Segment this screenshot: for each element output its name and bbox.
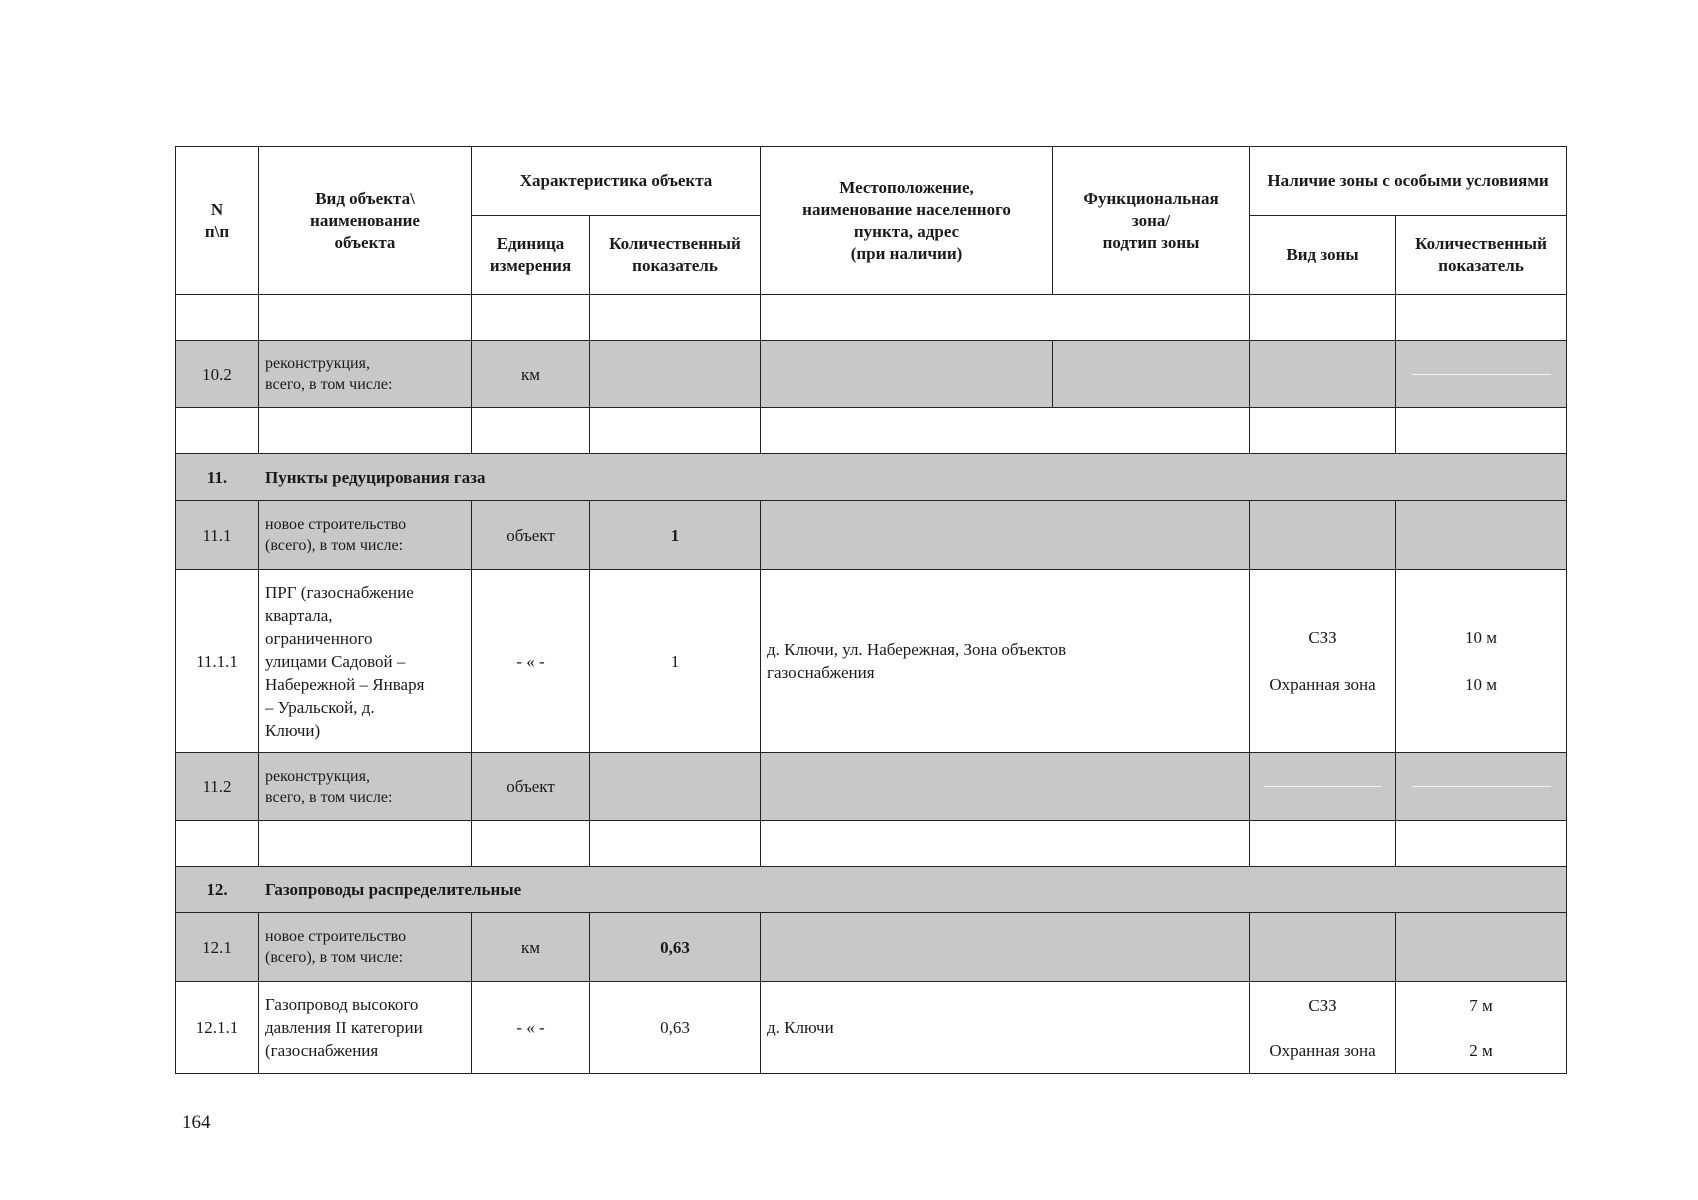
zone-type-2: Охранная зона [1269, 1040, 1376, 1060]
cell [590, 295, 761, 341]
zone-type-1: СЗЗ [1308, 995, 1337, 1015]
header-object-characteristics: Характеристика объекта [472, 147, 761, 216]
zone-qty-2: 2 м [1469, 1040, 1493, 1060]
row-zone-qty [1396, 753, 1567, 821]
row-location: д. Ключи [761, 982, 1250, 1074]
zone-type-1: СЗЗ [1308, 628, 1337, 647]
cell [259, 821, 472, 867]
section-row-11 [176, 454, 1567, 501]
row-qty: 0,63 [590, 982, 761, 1074]
row-num: 10.2 [176, 341, 259, 408]
row-unit: объект [472, 501, 590, 570]
row-location [761, 913, 1250, 982]
row-zone-qty [1396, 982, 1567, 1074]
row-num: 11.1 [176, 501, 259, 570]
row-zone-qty [1396, 913, 1567, 982]
header-functional-zone: Функциональная зона/ подтип зоны [1053, 147, 1250, 295]
row-location: д. Ключи, ул. Набережная, Зона объектов газоснабжения [761, 570, 1250, 753]
cell [1396, 408, 1567, 454]
header-zone-quantity: Количественный показатель [1396, 216, 1567, 295]
row-zone-type [1250, 501, 1396, 570]
section-row-12 [176, 867, 1567, 913]
row-location [761, 341, 1053, 408]
page-number: 164 [182, 1112, 211, 1133]
row-unit: объект [472, 753, 590, 821]
cell [1396, 295, 1567, 341]
zone-qty-list [1402, 626, 1560, 696]
row-unit: км [472, 913, 590, 982]
table-row-blank [176, 295, 1567, 341]
header-unit: Единица измерения [472, 216, 590, 295]
zone-qty-list [1402, 994, 1560, 1062]
zone-qty-1: 7 м [1469, 995, 1493, 1015]
row-name: реконструкция, всего, в том числе: [259, 753, 472, 821]
cell [259, 295, 472, 341]
header-quantity: Количественный показатель [590, 216, 761, 295]
row-qty [590, 753, 761, 821]
cell [472, 295, 590, 341]
header-special-zone: Наличие зоны с особыми условиями [1250, 147, 1567, 216]
row-zone-type [1250, 341, 1396, 408]
header-zone-type: Вид зоны [1250, 216, 1396, 295]
row-unit: - « - [472, 570, 590, 753]
row-num: 12.1 [176, 913, 259, 982]
row-zone-type [1250, 753, 1396, 821]
row-zone-qty [1396, 341, 1567, 408]
header-location: Местоположение, наименование населенного пункта, адрес (при наличии) [761, 147, 1053, 295]
row-num: 12.1.1 [176, 982, 259, 1074]
header-num: N п\п [176, 147, 259, 295]
section-num: 12. [176, 867, 259, 913]
table-row-10-2 [176, 341, 1567, 408]
objects-table [175, 146, 1567, 1074]
row-name: новое строительство (всего), в том числе: [259, 913, 472, 982]
table-row-blank [176, 821, 1567, 867]
cell [1250, 821, 1396, 867]
zone-type-list [1256, 626, 1389, 696]
row-num: 11.2 [176, 753, 259, 821]
cell [590, 408, 761, 454]
cell [1396, 821, 1567, 867]
cell [176, 821, 259, 867]
empty-line [1264, 786, 1381, 787]
cell [472, 408, 590, 454]
header-object-type: Вид объекта\ наименование объекта [259, 147, 472, 295]
row-location [761, 753, 1250, 821]
table-row-12-1 [176, 913, 1567, 982]
section-title: Пункты редуцирования газа [259, 454, 1567, 501]
row-num: 11.1.1 [176, 570, 259, 753]
table-row-11-1-1 [176, 570, 1567, 753]
zone-qty-1: 10 м [1465, 628, 1498, 647]
row-name: Газопровод высокого давления II категории (газоснабжения [259, 982, 472, 1074]
cell [1250, 295, 1396, 341]
row-location [761, 501, 1250, 570]
row-name: ПРГ (газоснабжение квартала, ограниченного улицами Садовой – Набережной – Января – Уральской, д. Ключи) [259, 570, 472, 753]
table-row-11-1 [176, 501, 1567, 570]
row-func-zone [1053, 341, 1250, 408]
table-row-blank [176, 408, 1567, 454]
header-row-1 [176, 147, 1567, 216]
row-qty: 1 [590, 570, 761, 753]
table-row-11-2 [176, 753, 1567, 821]
cell [472, 821, 590, 867]
cell [259, 408, 472, 454]
row-zone-type [1250, 570, 1396, 753]
row-unit: - « - [472, 982, 590, 1074]
cell [590, 821, 761, 867]
row-qty: 1 [590, 501, 761, 570]
row-unit: км [472, 341, 590, 408]
section-num: 11. [176, 454, 259, 501]
row-qty [590, 341, 761, 408]
section-title: Газопроводы распределительные [259, 867, 1567, 913]
cell [176, 408, 259, 454]
zone-qty-2: 10 м [1465, 675, 1498, 694]
cell [761, 408, 1250, 454]
row-zone-type [1250, 913, 1396, 982]
row-zone-qty [1396, 570, 1567, 753]
row-zone-type [1250, 982, 1396, 1074]
row-qty: 0,63 [590, 913, 761, 982]
zone-type-list [1256, 994, 1389, 1062]
row-name: реконструкция, всего, в том числе: [259, 341, 472, 408]
row-name: новое строительство (всего), в том числе: [259, 501, 472, 570]
zone-type-2: Охранная зона [1269, 675, 1376, 694]
row-zone-qty [1396, 501, 1567, 570]
cell [761, 295, 1250, 341]
table-row-12-1-1 [176, 982, 1567, 1074]
cell [761, 821, 1250, 867]
empty-line [1412, 374, 1551, 375]
cell [176, 295, 259, 341]
cell [1250, 408, 1396, 454]
empty-line [1412, 786, 1551, 787]
